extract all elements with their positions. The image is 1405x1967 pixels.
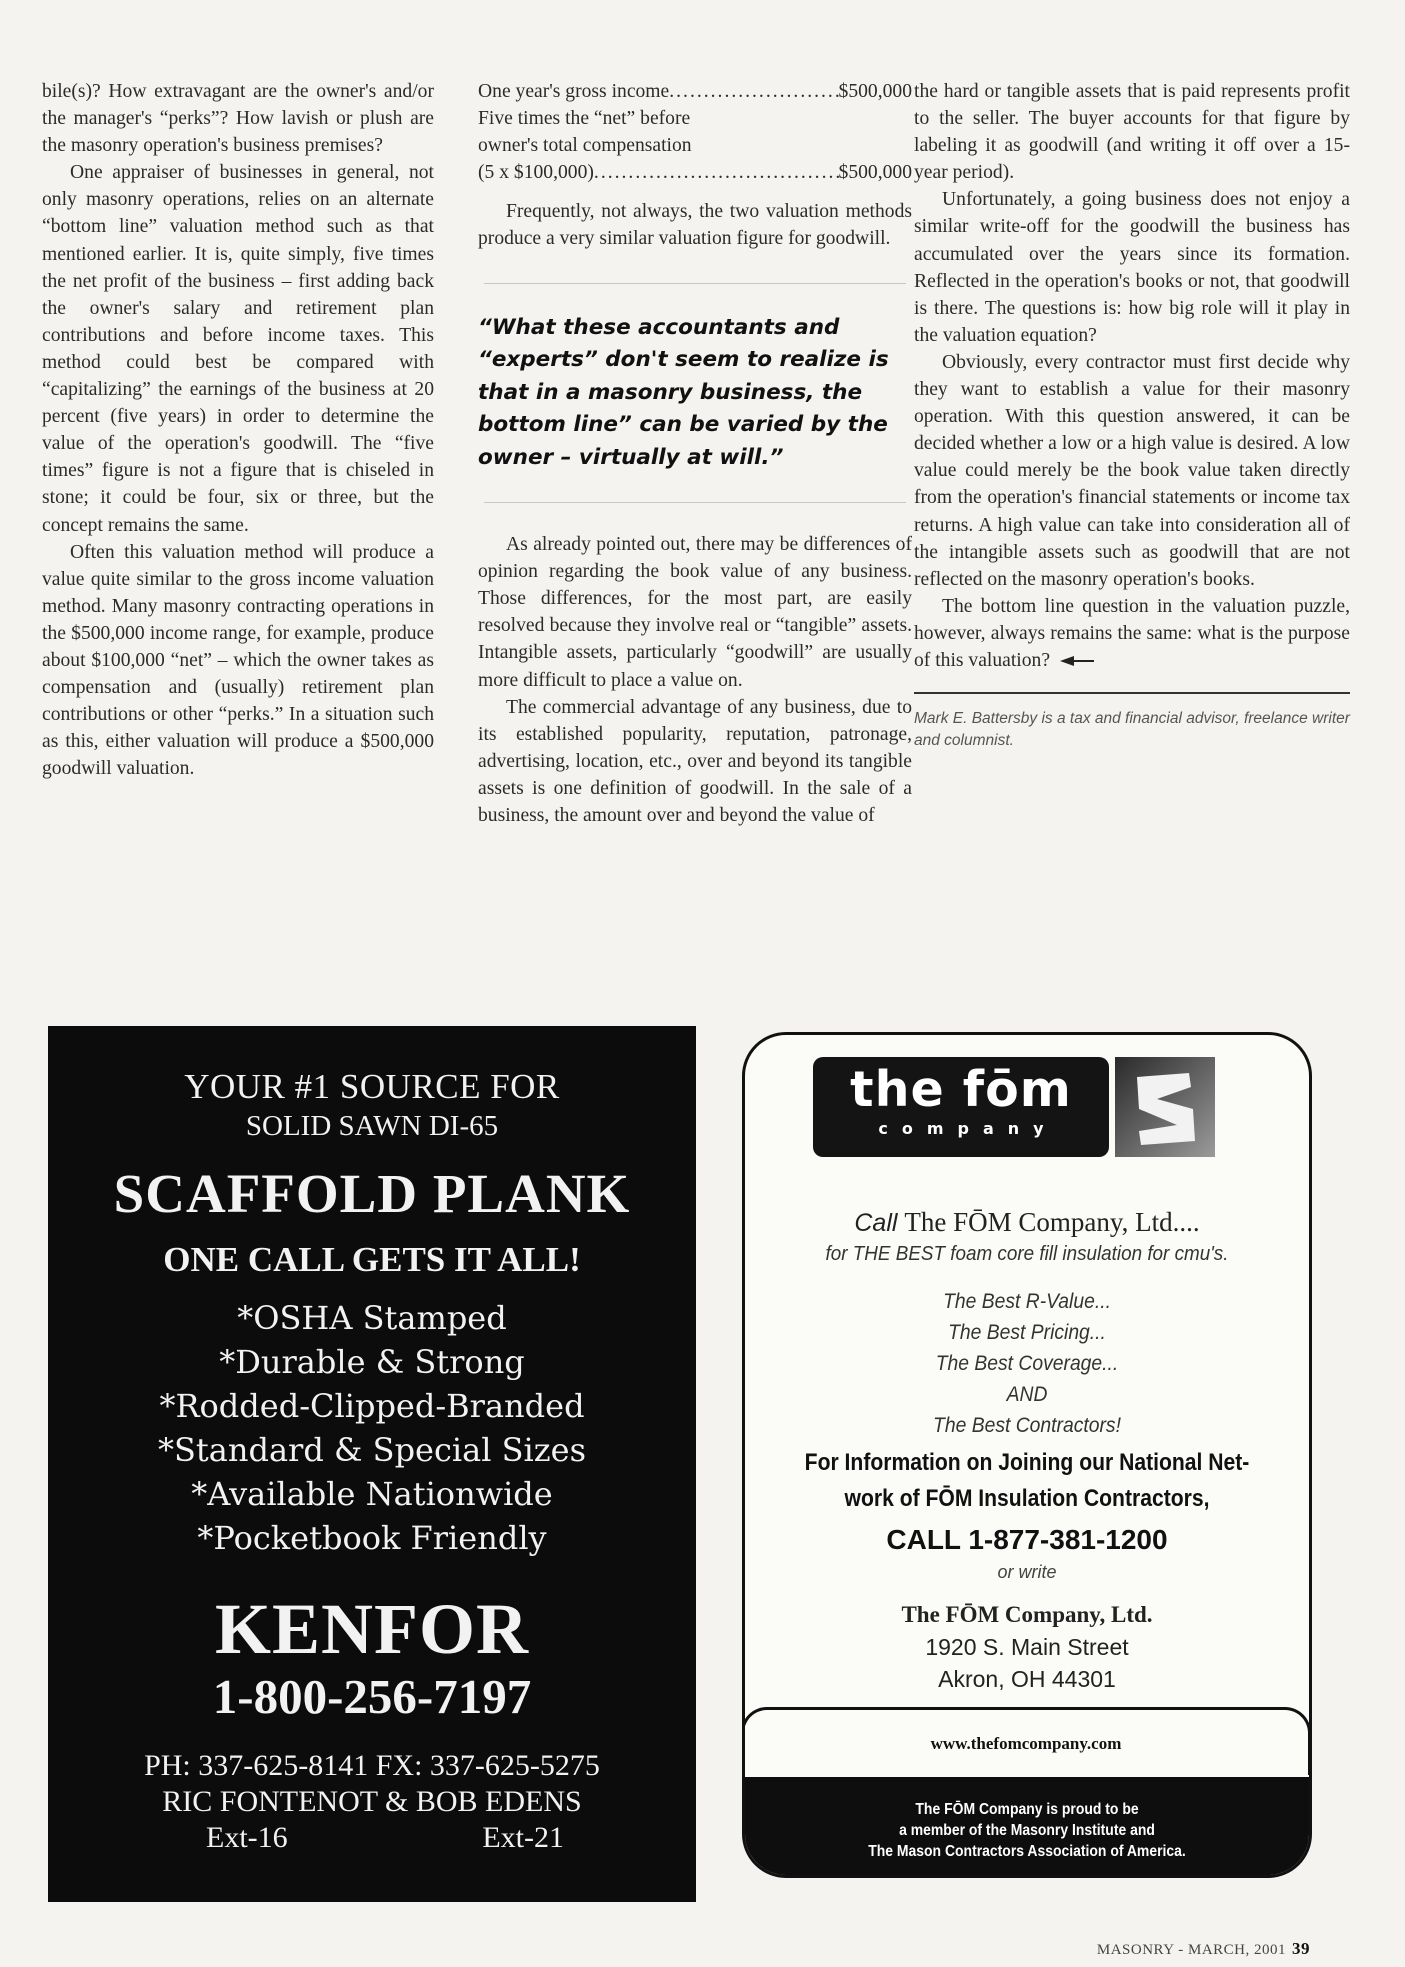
- kenfor-product-line: SOLID SAWN DI-65: [245, 1110, 499, 1142]
- fom-info-line: For Information on Joining our National Net-: [804, 1449, 1250, 1476]
- bio-divider: [914, 692, 1350, 694]
- article-paragraph-final: [914, 593, 1350, 674]
- kenfor-toll-free: 1-800-256-7197: [212, 1669, 532, 1724]
- valuation-label: One year's gross income: [478, 81, 670, 102]
- article-paragraph: Unfortunately, a going business does not enjoy a similar write-off for the goodwill the business has accumulated over the years since its formation. Reflected in the operation's books or not, that goodwill is there. The questions is: how big role will it play in the valuation equation?: [914, 189, 1350, 346]
- kenfor-feature: *Rodded-Clipped-Branded: [159, 1387, 585, 1425]
- kenfor-phone-fax: PH: 337-625-8141 FX: 337-625-5275: [144, 1749, 600, 1782]
- valuation-row-gross: [478, 78, 912, 105]
- end-arrow-icon: [1060, 655, 1094, 667]
- fom-logo: [813, 1057, 1215, 1157]
- pullquote-bottom-rule: [484, 502, 906, 503]
- fom-info-line: work of FŌM Insulation Contractors,: [844, 1485, 1210, 1512]
- fom-body: [745, 1205, 1309, 1695]
- kenfor-feature: *Available Nationwide: [191, 1475, 553, 1513]
- kenfor-feature: *OSHA Stamped: [237, 1299, 507, 1337]
- kenfor-ad: [48, 1026, 696, 1902]
- article-paragraph: bile(s)? How extravagant are the owner's and/or the manager's “perks”? How lavish or plush are the masonry operation's business premises?: [42, 81, 434, 157]
- kenfor-feature: *Standard & Special Sizes: [158, 1431, 586, 1469]
- publication-info: MASONRY - MARCH, 2001: [1096, 1942, 1286, 1958]
- valuation-value: $500,000: [838, 162, 912, 184]
- article-paragraph: the hard or tangible assets that is paid represents profit to the seller. The buyer accounts for that figure by labeling it as goodwill (and writing it off over a 15-year period).: [914, 81, 1350, 184]
- kenfor-contacts: RIC FONTENOT & BOB EDENS: [162, 1785, 582, 1818]
- valuation-caption: Five times the “net” before: [478, 108, 691, 130]
- fom-footer-line: a member of the Masonry Institute and: [899, 1822, 1155, 1839]
- fom-best-item: The Best Contractors!: [933, 1414, 1121, 1437]
- article-paragraph: One appraiser of businesses in general, not only masonry operations, relies on an alternate “bottom line” valuation method such as that mentioned earlier. It is, quite simply, five times the net profit of the business – first adding back the owner's salary and retirement plan contributions and before income taxes. This method could best be compared with “capitalizing” the earnings of the business at 20 percent (five years) in order to determine the value of the operation's goodwill. The “five times” figure is not a figure that is chiseled in stone; it could be four, six or three, but the concept remains the same.: [42, 162, 434, 536]
- fom-logo-mark-icon: [1115, 1057, 1215, 1157]
- kenfor-call-line: ONE CALL GETS IT ALL!: [163, 1240, 581, 1279]
- pull-quote: “What these accountants and “experts” don't seem to realize is that in a masonry business, the bottom line” can be varied by the owner – virtually at will.”: [478, 314, 889, 470]
- kenfor-brand: KENFOR: [214, 1589, 529, 1669]
- fom-call-company: The FŌM Company, Ltd....: [904, 1207, 1200, 1237]
- kenfor-ext-left: Ext-16: [206, 1821, 288, 1854]
- page-number: 39: [1292, 1939, 1310, 1958]
- article-column-3: [914, 78, 1350, 752]
- fom-address-street: 1920 S. Main Street: [925, 1634, 1129, 1660]
- fom-best-list: [745, 1286, 1309, 1441]
- kenfor-headline: SCAFFOLD PLANK: [113, 1163, 631, 1224]
- article-column-2: [478, 78, 912, 829]
- kenfor-extensions: [48, 1820, 696, 1856]
- fom-phone: CALL 1-877-381-1200: [886, 1524, 1168, 1555]
- fom-footer: [745, 1777, 1309, 1878]
- article-paragraph: The commercial advantage of any business, due to its established popularity, reputation, patronage, advertising, location, etc., over and beyond its tangible assets is one definition of goodwill. In the sale of a business, the amount over and beyond the value of: [478, 696, 912, 826]
- fom-address-company: The FŌM Company, Ltd.: [901, 1602, 1153, 1627]
- fom-ad: [742, 1032, 1312, 1878]
- fom-or-write: or write: [997, 1562, 1057, 1582]
- leader-dots: [594, 159, 839, 186]
- article-paragraph: Often this valuation method will produce a value quite similar to the gross income valuation method. Many masonry contracting operations in the $500,000 income range, for example, produce about $100,000 “net” – which the owner takes as compensation and (usually) retirement plan contributions or other “perks.” In a situation such as this, either valuation will produce a $500,000 goodwill valuation.: [42, 541, 434, 780]
- fom-logo-name: the fōm: [850, 1061, 1072, 1118]
- fom-website-box: [742, 1707, 1311, 1775]
- author-bio: Mark E. Battersby is a tax and financial advisor, freelance writer and columnist.: [914, 710, 1350, 750]
- article-paragraph: As already pointed out, there may be differences of opinion regarding the book value of any business. Those differences, for the most part, are easily resolved because they involve real or “tangible” assets. Intangible assets, particularly “goodwill” are usually more difficult to place a value on.: [478, 534, 912, 691]
- valuation-value: $500,000: [838, 81, 912, 102]
- leader-dots: [669, 78, 838, 105]
- fom-info-text: [779, 1445, 1275, 1517]
- article-closing-text: The bottom line question in the valuation puzzle, however, always remains the same: what is the purpose of this valuation?: [914, 595, 1350, 671]
- kenfor-feature: *Pocketbook Friendly: [197, 1519, 547, 1557]
- fom-best-item: The Best R-Value...: [943, 1290, 1111, 1313]
- fom-address-city: Akron, OH 44301: [938, 1666, 1116, 1692]
- valuation-label: (5 x $100,000): [478, 162, 594, 184]
- kenfor-ext-right: Ext-21: [482, 1821, 564, 1854]
- valuation-caption: owner's total compensation: [478, 135, 692, 157]
- fom-call-line: [745, 1205, 1309, 1240]
- article-body: [42, 78, 1350, 988]
- page-footer: [1052, 1939, 1310, 1959]
- fom-best-item: The Best Pricing...: [948, 1321, 1106, 1344]
- fom-website: www.thefomcompany.com: [930, 1734, 1122, 1753]
- valuation-row-net: [478, 159, 912, 186]
- fom-logo-company: company: [878, 1119, 1058, 1138]
- kenfor-feature-list: [48, 1296, 696, 1560]
- fom-footer-line: The FŌM Company is proud to be: [915, 1801, 1139, 1818]
- fom-best-item: AND: [1006, 1383, 1048, 1406]
- article-column-1: [42, 78, 434, 782]
- article-paragraph: Frequently, not always, the two valuation methods produce a very similar valuation figure for goodwill.: [478, 201, 912, 250]
- fom-call-prefix: Call: [854, 1209, 898, 1237]
- kenfor-feature: *Durable & Strong: [219, 1343, 525, 1381]
- kenfor-source-line: YOUR #1 SOURCE FOR: [184, 1067, 560, 1106]
- article-paragraph: Obviously, every contractor must first decide why they want to establish a value for their masonry operation. With this question answered, it can be decided whether a low or a high value is desired. A low value could merely be the book value taken directly from the operation's financial statements or income tax returns. A high value can take into consideration all of the intangible assets such as goodwill that are not reflected on the masonry operation's books.: [914, 351, 1350, 590]
- fom-footer-line: The Mason Contractors Association of America.: [868, 1843, 1186, 1860]
- fom-best-item: The Best Coverage...: [935, 1352, 1119, 1375]
- fom-call-sub: for THE BEST foam core fill insulation for cmu's.: [825, 1242, 1229, 1265]
